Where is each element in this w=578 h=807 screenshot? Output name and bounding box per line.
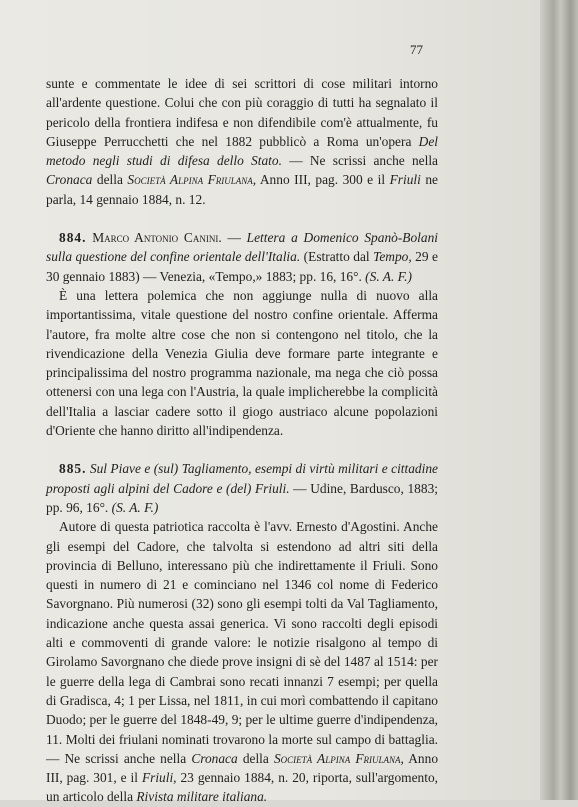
entry-884-heading: 884. Marco Antonio Canini. — Lettera a Domenico Spanò-Bolani sulla questione del confine orientale dell'Italia. (Estratto dal Tempo, 29 e 30 gennaio 1883) — Venezia, «Tempo,» 1883; pp. 16, 16°. (S. A. F.) — [46, 230, 439, 284]
continuation-paragraph: sunte e commentate le idee di sei scrittori di cose militari intorno all'ardente questione. Colui che con più coraggio di tutti ha segnalato il pericolo della frontiera indifesa e non difendibile com'è attualmente, fu Giuseppe Perrucchetti che nel 1882 pubblicò a Roma un'opera Del metodo negli studi di difesa dello Stato. — Ne scrissi anche nella Cronaca della Società Alpina Friulana, Anno III, pag. 300 e il Friuli ne parla, 14 gennaio 1884, n. 12. — [46, 76, 439, 207]
entry-884-body: È una lettera polemica che non aggiunge nulla di nuovo alla importantissima, vitale questione del nostro confine orientale. Afferma l'autore, fra molte altre cose che non si contengono nel titolo, che la rivendicazione della Venezia Giulia deve formare parte integrante e principalissima del nostro programma nazionale, ma nega che ciò possa ottenersi con una lega con l'Austria, la quale implicherebbe la complicità dell'Italia a lasciar cadere sotto il giogo austriaco alcune popolazioni d'Oriente che hanno diritto all'indipendenza. — [46, 287, 438, 439]
entry-title: Lettera a Domenico Spanò-Bolani sulla questione del confine orientale dell'Italia. — [46, 230, 438, 265]
page-number: 77 — [410, 42, 423, 57]
book-spine-shadow — [540, 0, 578, 800]
entry-author: Marco Antonio Canini. — [92, 230, 222, 246]
page-text — [46, 74, 438, 807]
entry-885-body: Autore di questa patriotica raccolta è l'avv. Ernesto d'Agostini. Anche gli esempi del Cadore, che talvolta si estendono ad altri siti della provincia di Belluno, interessano più che indirettamente il Friuli. Sono questi in numero di 21 e cominciano nel 1346 col nome di Federico Savorgnano. Più numerosi (32) sono gli esempi tolti da Val Tagliamento, indicazione anche questa assai generica. Vi sono raccolti degli episodi alti e commoventi di grande valore: le notizie risalgono al tempo di Girolamo Savorgnano che diede prove insigni di sè del 1487 al 1514: per le guerre della lega di Cambrai sono recati innanzi 7 esempi; per quella di Gradisca, 4; 1 per Lissa, nel 1811, in cui morì combattendo il capitano Duodo; per le guerre del 1848-49, 9; per le ultime guerre d'indipendenza, 11. Molti dei friulani nominati trovarono la morte sul campo di battaglia. — Ne scrissi anche nella Cronaca della Società Alpina Friulana, Anno III, pag. 301, e il Friuli, 23 gennaio 1884, n. 20, riporta, sull'argomento, un articolo della Rivista militare italiana. — [46, 519, 439, 805]
entry-title: Sul Piave e (sul) Tagliamento, esempi di virtù militari e cittadine proposti agli alpini del Cadore e (del) Friuli. — [46, 461, 438, 496]
entry-885-heading: 885. Sul Piave e (sul) Tagliamento, esempi di virtù militari e cittadine proposti agli alpini del Cadore e (del) Friuli. — Udine, Bardusco, 1883; pp. 96, 16°. (S. A. F.) — [46, 461, 438, 515]
entry-number: 884. — [59, 230, 87, 246]
entry-number: 885. — [59, 461, 87, 477]
